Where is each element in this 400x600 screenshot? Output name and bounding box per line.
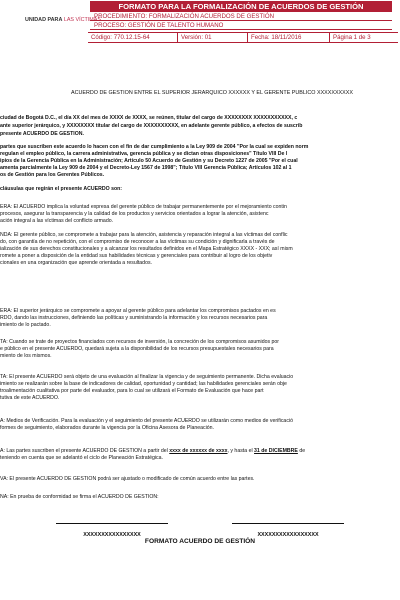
logo-prefix: UNIDAD PARA <box>25 17 63 24</box>
right-signature-line <box>232 523 344 524</box>
parties-line-4: amenta parcialmente la Ley 909 de 2004 y el Decreto-Ley 1567 de 1998"; Título VIII Gerencia Pública; Artículos 102 al 1 <box>0 165 292 171</box>
clause-5-line-1: TA: El presente ACUERDO será objeto de una evaluación al finalizar la vigencia y de seguimiento permanente. Dicha evaluacio <box>0 374 294 380</box>
intro-line-2: ante superior jerárquico, y XXXXXXXX titular del cargo de XXXXXXXXXX, en adelante gerente público, a efectos de suscrib <box>0 123 303 129</box>
page-cell: Página 1 de 3 <box>333 34 371 41</box>
clauses-intro: cláusulas que regirán el presente ACUERDO son: <box>0 186 123 192</box>
left-signatory-name: XXXXXXXXXXXXXXXX <box>83 532 141 538</box>
parties-line-2: regulan el empleo público, la carrera administrativa, gerencia pública y se dictan otras disposiciones" Título VIII De l <box>0 151 288 157</box>
intro-line-3: presente ACUERDO DE GESTIÓN. <box>0 131 84 137</box>
clause-1-line-2: procesos, asegurar la transparencia y la calidad de los productos y servicios orientados a lograr la atención, asistenc <box>0 211 269 217</box>
clause-4-line-3: miento de los mismos. <box>0 353 52 359</box>
end-date: 31 de DICIEMBRE <box>254 448 298 454</box>
logo-accent: LAS VÍCTIMAS <box>63 17 101 24</box>
clause-1-line-1: ERA: El ACUERDO implica la voluntad expresa del gerente público de trabajar permanentemente por el mejoramiento contin <box>0 204 287 210</box>
start-date: xxxx de xxxxxx de xxxx <box>169 448 228 454</box>
clause-2-line-1: NDA: El gerente público, se compromete a trabajar para la atención, asistencia y reparación integral a las víctimas del conflic <box>0 232 288 238</box>
clause-2-line-3: ialización de sus derechos constitucionales y a alcanzar los resultados definidos en el Mapa Estratégico XXXX - XXX; así mism <box>0 246 293 252</box>
form-title: FORMATO PARA LA FORMALIZACIÓN DE ACUERDOS DE GESTIÓN <box>90 1 392 12</box>
agreement-heading: ACUERDO DE GESTIÓN ENTRE EL SUPERIOR JERÁRQUICO XXXXXX Y EL GERENTE PÚBLICO XXXXXXXXXX <box>71 90 353 96</box>
clause-2-line-2: do, con garantía de no repetición, con el compromiso de reconocer a las víctimas su condición y dignificarla a través de <box>0 239 275 245</box>
clause-8: VA: El presente ACUERDO DE GESTIÓN podrá ser ajustado o modificado de común acuerdo entre las partes. <box>0 476 255 482</box>
clause-5-line-4: tutiva de este ACUERDO. <box>0 395 60 401</box>
unidad-victimas-logo <box>22 10 101 32</box>
clause-4-line-1: TA: Cuando se trate de proyectos financiados con recursos de inversión, la concreción de los compromisos asumidos por <box>0 339 280 345</box>
clause-2-line-4: romete a poner a disposición de la entidad sus habilidades técnicas y gerenciales para contribuir al logro de los objetiv <box>0 253 273 259</box>
clause-1-line-3: ación integral a las víctimas del conflicto armado. <box>0 218 114 224</box>
right-signatory-name: XXXXXXXXXXXXXXXXX <box>257 532 319 538</box>
parties-line-3: ipios de la Gerencia Pública en la Administración; Artículo 50 Acuerdo de Gestión y su Decreto 1227 de 2005 "Por el cual <box>0 158 298 164</box>
intro-line-1: ciudad de Bogotá D.C., el día XX del mes de XXXX de XXXX, se reúnen, titular del cargo de XXXXXXXX XXXXXXXXXXX, c <box>0 115 298 121</box>
clause-2-line-5: cionales en una organización que aprende orientada a resultados. <box>0 260 152 266</box>
clause-5-line-2: imiento se realizarán sobre la base de indicadores de calidad, oportunidad y cantidad; las habilidades gerenciales serán obje <box>0 381 287 387</box>
process-label: PROCESO: GESTIÓN DE TALENTO HUMANO <box>90 21 392 30</box>
clause-7-line-2: teniendo en cuenta que se adelantó el ciclo de Planeación Estratégica. <box>0 455 163 461</box>
left-signature-line <box>56 523 168 524</box>
version-cell: Versión: 01 <box>178 33 248 42</box>
clause-4-line-2: e público en el presente ACUERDO, quedará sujeta a la disponibilidad de los recursos presupuestales necesarios para <box>0 346 274 352</box>
clause-7-line-1: A: Las partes suscriben el presente ACUERDO DE GESTIÓN a partir del xxxx de xxxxxx de xxxx, y hasta el 31 de DICIEMBRE de <box>0 448 306 454</box>
procedure-label: PROCEDIMIENTO: FORMALIZACIÓN ACUERDOS DE GESTIÓN <box>90 12 392 21</box>
document-control-row <box>88 32 398 43</box>
footer-title: FORMATO ACUERDO DE GESTIÓN <box>144 538 256 545</box>
clause-3-line-3: imiento de lo pactado. <box>0 322 51 328</box>
parties-line-5: os de Gestión para los Gerentes Públicos. <box>0 172 105 178</box>
clause-9: NA: En prueba de conformidad se firma el ACUERDO DE GESTIÓN: <box>0 494 159 500</box>
clause-5-line-3: troalimentación cualitativa por parte del evaluador, para lo cual se utilizará el Formato de Evaluación que hace part <box>0 388 264 394</box>
clause-3-line-1: ERA: El superior jerárquico se compromete a apoyar al gerente público para adelantar los compromisos pactados en es <box>0 308 276 314</box>
clause-6-line-1: A: Medios de Verificación. Para la evaluación y el seguimiento del presente ACUERDO se utilizarán como medios de verificació <box>0 418 293 424</box>
parties-line-1: partes que suscriben este acuerdo lo hacen con el fin de dar cumplimiento a la Ley 909 de 2004 "Por la cual se expiden norm <box>0 144 309 150</box>
clause-3-line-2: RDO, dando las instrucciones, definiendo las políticas y suministrando la información y los recursos necesarios para <box>0 315 268 321</box>
clause-6-line-2: formes de seguimiento, elaborados durante la vigencia por la Oficina Asesora de Planeación. <box>0 425 214 431</box>
date-cell: Fecha: 18/11/2016 <box>248 33 330 42</box>
code-cell: Código: 770.12.15-64 <box>88 33 178 42</box>
document-header <box>0 0 400 66</box>
